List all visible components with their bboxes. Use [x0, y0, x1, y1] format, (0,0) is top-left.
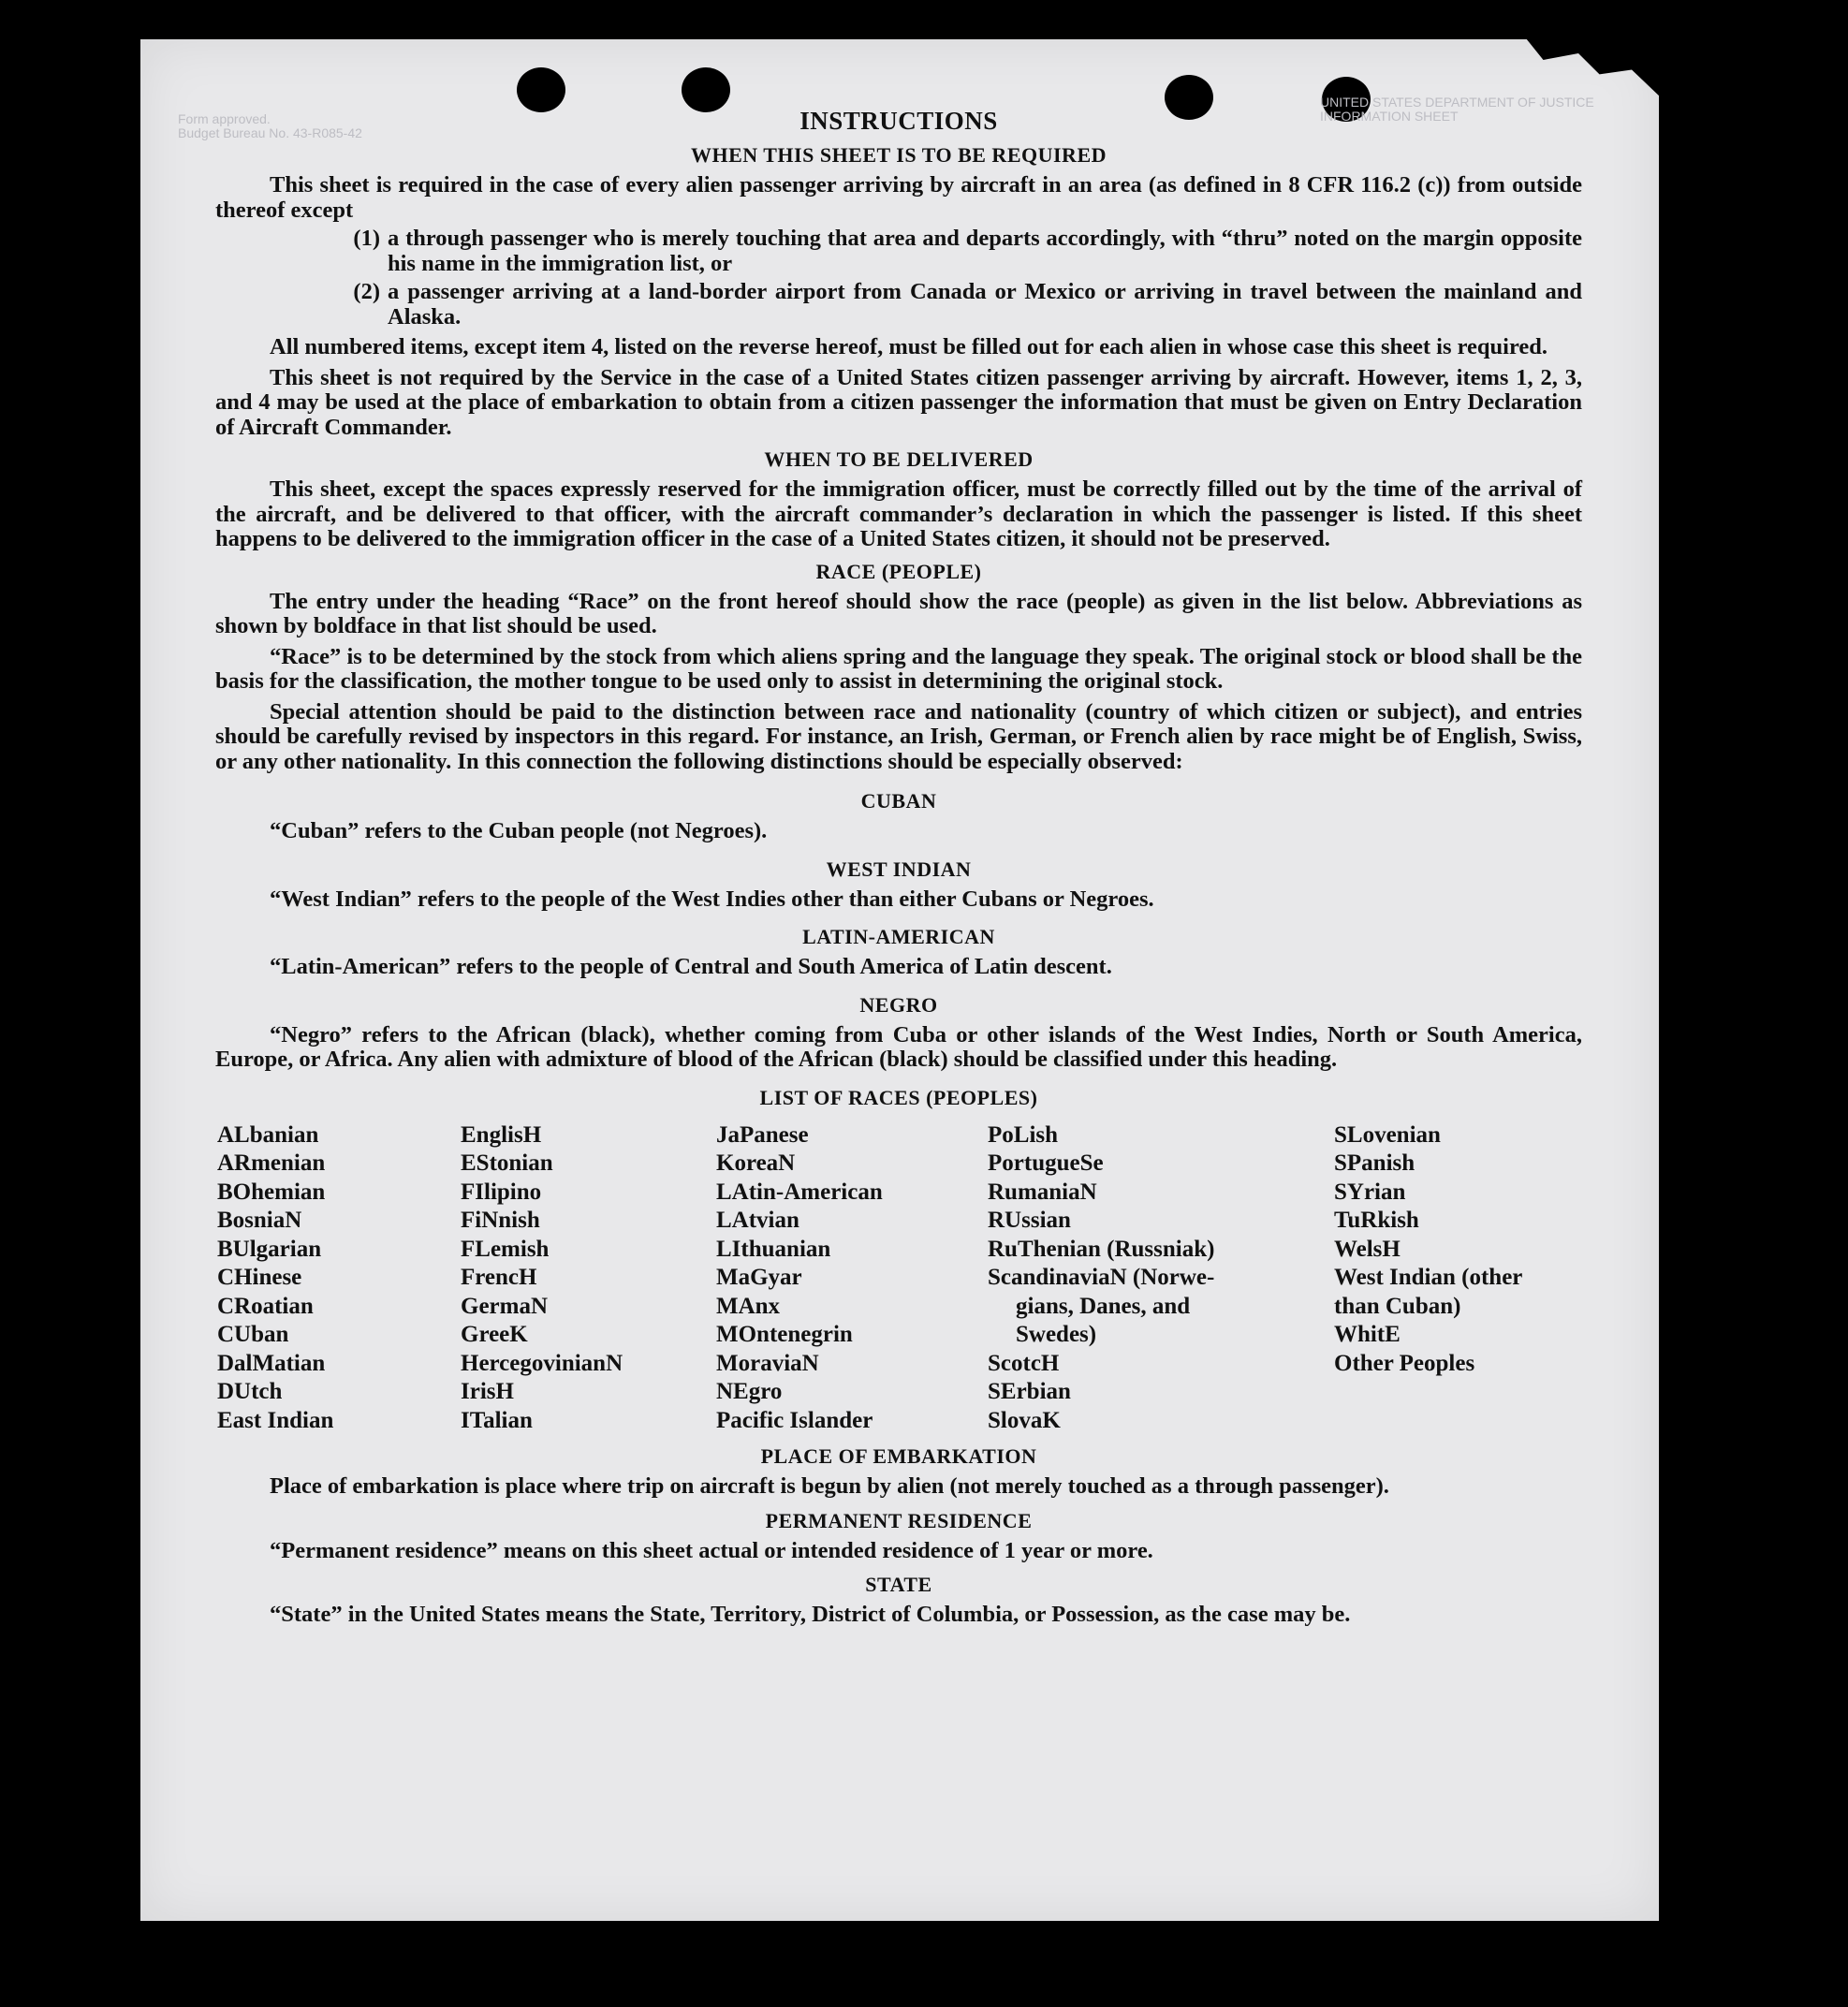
race-item: PoLish [988, 1121, 1059, 1148]
race-item: West Indian (other [1334, 1265, 1523, 1290]
race-item: EnglisH [461, 1121, 542, 1148]
race-item: BUlgarian [217, 1236, 322, 1262]
section-heading: NEGRO [859, 992, 938, 1017]
section-heading: CUBAN [860, 789, 937, 813]
section-heading: LIST OF RACES (PEOPLES) [759, 1085, 1038, 1109]
section-heading: PERMANENT RESIDENCE [765, 1508, 1033, 1532]
race-item: ITalian [461, 1407, 533, 1433]
torn-corner [1522, 34, 1663, 99]
race-item: DalMatian [217, 1350, 326, 1376]
race-item: FrencH [461, 1265, 537, 1290]
paragraph: This sheet is required in the case of every alien passenger arriving by aircraft in an area (as defined in 8 CFR 116.2 (c)) from outside thereof except [215, 172, 1582, 223]
race-item: GreeK [461, 1322, 528, 1347]
race-item: than Cuban) [1334, 1293, 1461, 1319]
race-item: JaPanese [716, 1121, 809, 1148]
race-column [1334, 1121, 1587, 1436]
section-heading: WHEN THIS SHEET IS TO BE REQUIRED [690, 143, 1107, 167]
race-item: gians, Danes, and [1016, 1293, 1191, 1319]
race-item: IrisH [461, 1379, 514, 1404]
item-text: a passenger arriving at a land-border airport from Canada or Mexico or arriving in travel between the mainland and Alaska. [388, 279, 1582, 330]
section-heading: RACE (PEOPLE) [815, 559, 982, 583]
race-column [215, 1121, 461, 1436]
paragraph: “State” in the United States means the State, Territory, District of Columbia, or Possession, as the case may be. [270, 1602, 1351, 1627]
race-item: FLemish [461, 1236, 550, 1262]
race-item: GermaN [461, 1293, 549, 1319]
race-item: CHinese [217, 1265, 302, 1290]
punch-hole [517, 67, 565, 112]
section-heading: WHEN TO BE DELIVERED [764, 447, 1034, 471]
item-number: (1) [353, 226, 380, 251]
paragraph: “West Indian” refers to the people of the West Indies other than either Cubans or Negroes. [270, 886, 1154, 912]
race-item: BOhemian [217, 1179, 326, 1205]
race-item: FIlipino [461, 1179, 542, 1205]
race-item: EStonian [461, 1150, 553, 1176]
list-item [215, 280, 1582, 330]
race-item: MOntenegrin [716, 1322, 853, 1347]
bleed-through-text: UNITED STATES DEPARTMENT OF JUSTICE INFORMATION SHEET [1320, 95, 1594, 125]
instructions-body [215, 107, 1582, 1628]
paragraph: “Negro” refers to the African (black), whether coming from Cuba or other islands of the West Indies, North or South America, Europe, or Africa. Any alien with admixture of blood of the African (black) should be classified under this heading. [215, 1021, 1582, 1072]
page-title: INSTRUCTIONS [799, 107, 998, 135]
item-number: (2) [353, 279, 380, 304]
paragraph: “Cuban” refers to the Cuban people (not Negroes). [270, 818, 768, 843]
paragraph: This sheet, except the spaces expressly reserved for the immigration officer, must be correctly filled out by the time of the arrival of the aircraft, and be delivered to that officer, with the aircraft commander’s declaration in which the passenger is listed. If this sheet happens to be delivered to the immigration officer in the case of a United States citizen, it should not be preserved. [215, 476, 1582, 551]
paragraph: “Latin-American” refers to the people of Central and South America of Latin descent. [270, 954, 1112, 979]
race-item: HercegovinianN [461, 1350, 623, 1376]
race-item: PortugueSe [988, 1150, 1104, 1176]
race-item: MaGyar [716, 1265, 802, 1290]
race-item: ScotcH [988, 1350, 1060, 1376]
paragraph: Special attention should be paid to the distinction between race and nationality (country of which citizen or subject), and entries should be carefully revised by inspectors in this regard. For instance, an Irish, German, or French alien by race might be of English, Swiss, or any other nationality. In this connection the following distinctions should be especially observed: [215, 698, 1582, 774]
race-item: SlovaK [988, 1407, 1061, 1433]
race-column [461, 1121, 716, 1436]
race-item: MoraviaN [716, 1350, 819, 1376]
section-heading: LATIN-AMERICAN [802, 925, 995, 948]
race-item: RUssian [988, 1208, 1071, 1233]
race-item: MAnx [716, 1293, 781, 1319]
document-page [140, 39, 1659, 1921]
punch-hole [682, 67, 730, 112]
race-item: ARmenian [217, 1150, 326, 1176]
race-item: CRoatian [217, 1293, 314, 1319]
race-item: TuRkish [1334, 1208, 1419, 1233]
race-item: SYrian [1334, 1179, 1406, 1205]
race-item: WhitE [1334, 1322, 1401, 1347]
race-item: SPanish [1334, 1150, 1415, 1176]
race-item: SErbian [988, 1379, 1071, 1404]
race-item: CUban [217, 1322, 289, 1347]
race-item: FiNnish [461, 1208, 540, 1233]
race-item: East Indian [217, 1407, 334, 1433]
paragraph: This sheet is not required by the Service in the case of a United States citizen passenger arriving by aircraft. However, items 1, 2, 3, and 4 may be used at the place of embarkation to obtain from a citizen passenger the information that must be given on Entry Declaration of Aircraft Commander. [215, 364, 1582, 440]
paragraph: Place of embarkation is place where trip on aircraft is begun by alien (not merely touched as a through passenger). [270, 1473, 1389, 1499]
race-item: LAtin-American [716, 1179, 883, 1205]
race-column [716, 1121, 988, 1436]
race-item: LAtvian [716, 1208, 799, 1233]
paragraph: “Permanent residence” means on this sheet actual or intended residence of 1 year or more. [270, 1537, 1153, 1563]
section-heading: WEST INDIAN [826, 857, 972, 881]
race-item: Other Peoples [1334, 1350, 1475, 1376]
race-item: LIthuanian [716, 1236, 831, 1262]
race-item: DUtch [217, 1379, 283, 1404]
race-list [215, 1121, 1582, 1436]
race-item: Swedes) [1016, 1322, 1097, 1347]
bleed-through-text: Form approved. Budget Bureau No. 43-R085-42 [178, 111, 362, 141]
paragraph: All numbered items, except item 4, listed on the reverse hereof, must be filled out for each alien in whose case this sheet is required. [270, 334, 1548, 359]
race-item: ALbanian [217, 1121, 319, 1148]
race-column [988, 1121, 1334, 1436]
item-text: a through passenger who is merely touching that area and departs accordingly, with “thru” noted on the margin opposite his name in the immigration list, or [388, 226, 1582, 276]
race-item: KoreaN [716, 1150, 796, 1176]
race-item: ScandinaviaN (Norwe- [988, 1265, 1215, 1290]
race-item: WelsH [1334, 1236, 1401, 1262]
race-item: BosniaN [217, 1208, 302, 1233]
section-heading: PLACE OF EMBARKATION [760, 1444, 1037, 1468]
paragraph: The entry under the heading “Race” on the front hereof should show the race (people) as given in the list below. Abbreviations as shown by boldface in that list should be used. [215, 588, 1582, 638]
list-item [215, 227, 1582, 276]
race-item: RuThenian (Russniak) [988, 1236, 1215, 1262]
paragraph: “Race” is to be determined by the stock from which aliens spring and the language they speak. The original stock or blood shall be the basis for the classification, the mother tongue to be used only to assist in determining the original stock. [215, 643, 1582, 694]
race-item: RumaniaN [988, 1179, 1097, 1205]
race-item: NEgro [716, 1379, 783, 1404]
race-item: SLovenian [1334, 1121, 1441, 1148]
race-item: Pacific Islander [716, 1407, 873, 1433]
section-heading: STATE [865, 1573, 932, 1596]
